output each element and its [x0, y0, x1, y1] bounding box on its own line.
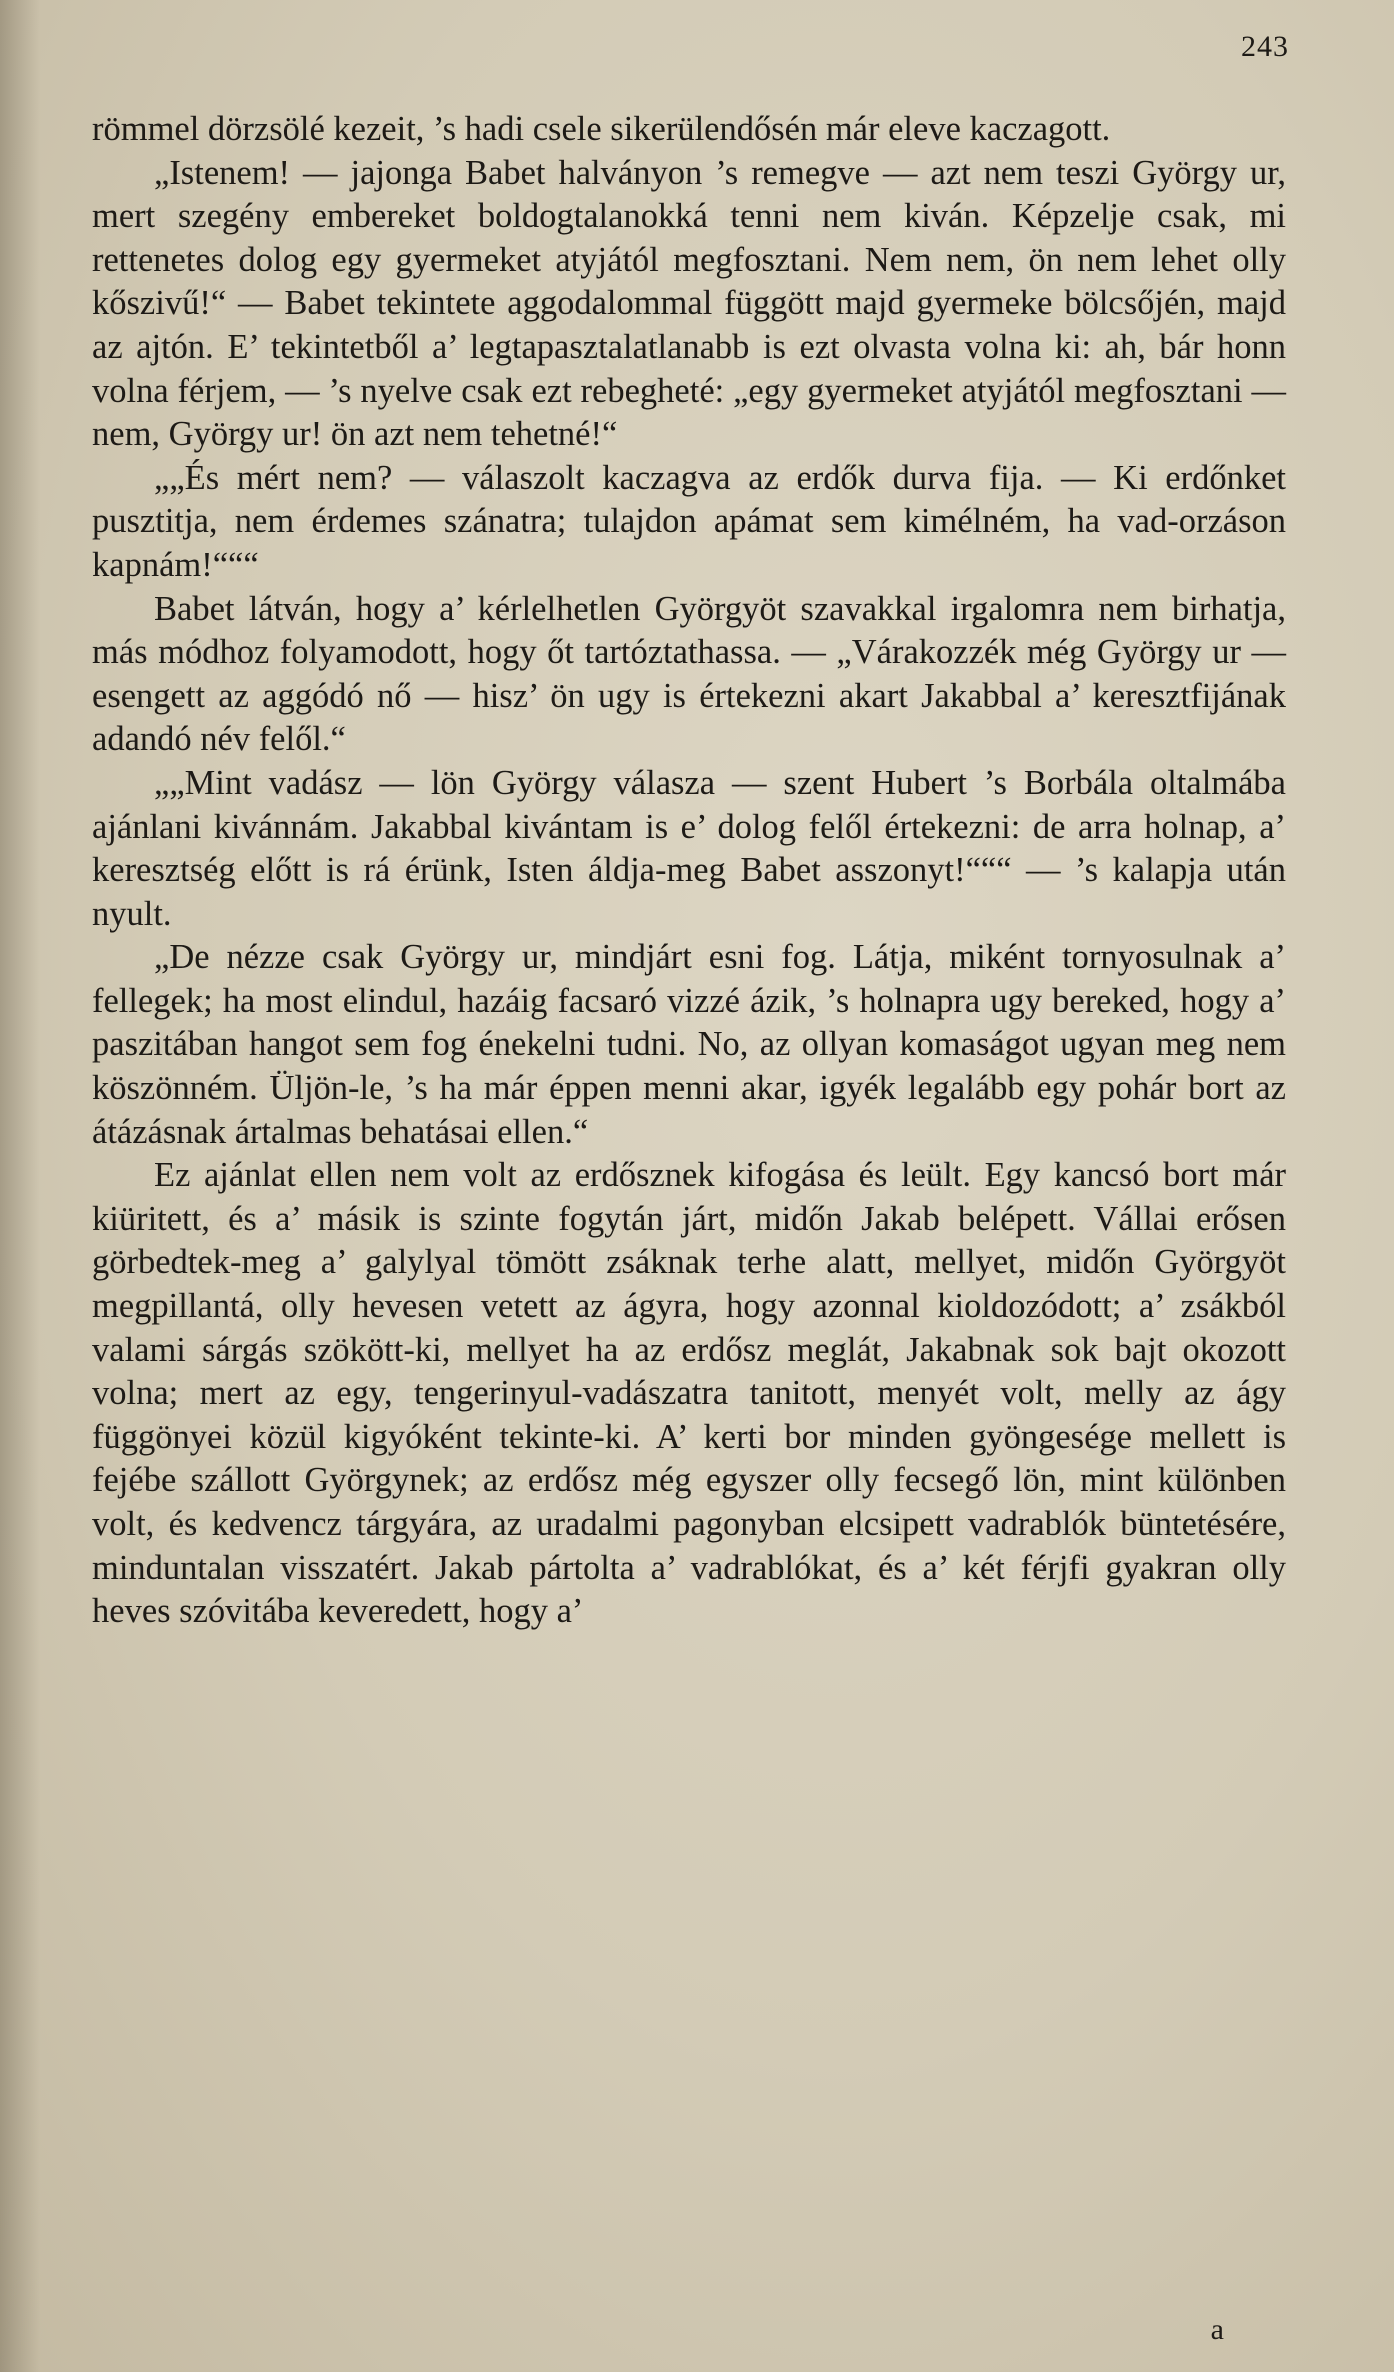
- paragraph: römmel dörzsölé kezeit, ’s hadi csele sikerülendősén már eleve kaczagott.: [92, 110, 1111, 148]
- paragraph: Ez ajánlat ellen nem volt az erdősznek kifogása és leült. Egy kancsó bort már kiüritett, és a’ másik is szinte fogytán járt, midőn Jakab belépett. Vállai erősen görbedtek-meg a’ galylyal tömött zsáknak terhe alatt, mellyet, midőn Györgyöt megpillantá, olly hevesen vetett az ágyra, hogy azonnal kioldozódott; a’ zsákból valami sárgás szökött-ki, mellyet ha az erdősz meglát, Jakabnak sok bajt okozott volna; mert az egy, tengerinyul-vadászatra tanitott, menyét volt, melly az ágy függönyei közül kigyóként tekinte-ki. A’ kerti bor minden gyöngesége mellett is fejébe szállott Györgynek; az erdősz még egyszer olly fecsegő lön, mint különben volt, és kedvencz tárgyára, az uradalmi pagonyban elcsipett vadrablók büntetésére, minduntalan visszatért. Jakab pártolta a’ vadrablókat, és a’ két férjfi gyakran olly heves szóvitába keveredett, hogy a’: [92, 1156, 1286, 1631]
- paragraph: Babet látván, hogy a’ kérlelhetlen Györgyöt szavakkal irgalomra nem birhatja, más módhoz folyamodott, hogy őt tartóztathassa. — „Várakozzék még György ur — esengett az aggódó nő — hisz’ ön ugy is értekezni akart Jakabbal a’ keresztfijának adandó név felől.“: [92, 589, 1286, 759]
- paragraph: „Istenem! — jajonga Babet halványon ’s remegve — azt nem teszi György ur, mert szegény embereket boldogtalanokká tenni nem kiván. Képzelje csak, mi rettenetes dolog egy gyermeket atyjától megfosztani. Nem nem, ön nem lehet olly kőszivű!“ — Babet tekintete aggodalommal függött majd gyermeke bölcsőjén, majd az ajtón. E’ tekintetből a’ legtapasztalatlanabb is ezt olvasta volna ki: ah, bár honn volna férjem, — ’s nyelve csak ezt rebegheté: „egy gyermeket atyjától megfosztani — nem, György ur! ön azt nem tehetné!“: [92, 153, 1286, 454]
- paragraph: „De nézze csak György ur, mindjárt esni fog. Látja, miként tornyosulnak a’ fellegek; ha most elindul, hazáig facsaró vizzé ázik, ’s holnapra ugy bereked, hogy a’ paszitában hangot sem fog énekelni tudni. No, az ollyan komaságot ugyan meg nem köszönném. Üljön-le, ’s ha már éppen menni akar, igyék legalább egy pohár bort az átázásnak ártalmas behatásai ellen.“: [92, 938, 1286, 1151]
- body-text: [92, 108, 1286, 1634]
- catchword: a: [1210, 2313, 1224, 2346]
- page-number: 243: [1241, 30, 1289, 63]
- paragraph: „„És mért nem? — válaszolt kaczagva az erdők durva fija. — Ki erdőnket pusztitja, nem érdemes szánatra; tulajdon apámat sem kimélném, ha vad-orzáson kapnám!“““: [92, 458, 1286, 584]
- paragraph: „„Mint vadász — lön György válasza — szent Hubert ’s Borbála oltalmába ajánlani kivánnám. Jakabbal kivántam is e’ dolog felől értekezni: de arra holnap, a’ keresztség előtt is rá érünk, Isten áldja-meg Babet asszonyt!“““ — ’s kalapja után nyult.: [92, 763, 1286, 933]
